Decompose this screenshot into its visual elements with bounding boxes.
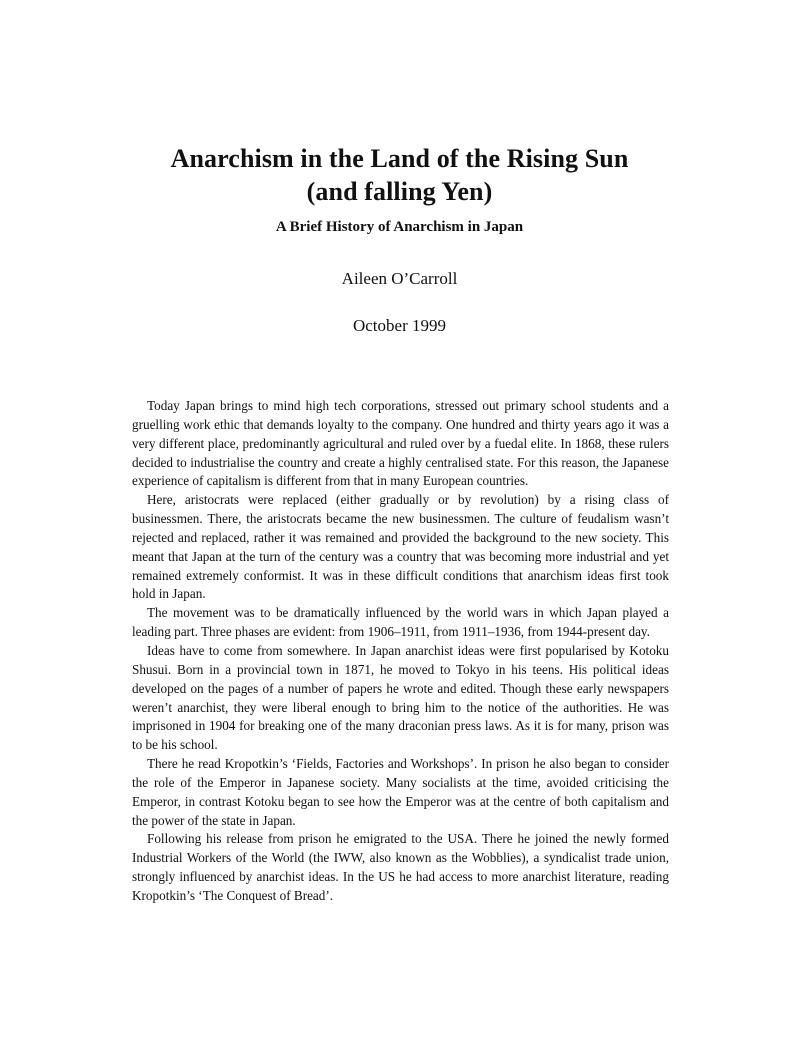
paragraph: Today Japan brings to mind high tech corporations, stressed out primary school students and a gruelling work ethic that demands loyalty to the company. One hundred and thirty years ago it was a very different place, predominantly agricultural and ruled over by a fuedal elite. In 1868, these rulers decided to industrialise the country and create a highly centralised state. For this reason, the Japanese experience of capitalism is different from that in many European countries.: [132, 398, 669, 489]
document-author: Aileen O’Carroll: [341, 269, 458, 288]
paragraph: Ideas have to come from somewhere. In Japan anarchist ideas were first popularised by Kotoku Shusui. Born in a provincial town in 1871, he moved to Tokyo in his teens. His political ideas developed on the pages of a number of papers he wrote and edited. Though these early newspapers weren’t anarchist, they were liberal enough to bring him to the notice of the authorities. He was imprisoned in 1904 for breaking one of the many draconian press laws. As it is for many, prison was to be his school.: [132, 642, 669, 753]
document-title: [100, 142, 699, 208]
title-line-2: (and falling Yen): [306, 177, 493, 206]
paragraph: There he read Kropotkin’s ‘Fields, Factories and Workshops’. In prison he also began to consider the role of the Emperor in Japanese society. Many socialists at the time, avoided criticising the Emperor, in contrast Kotoku began to see how the Emperor was at the centre of both capitalism and the power of the state in Japan.: [132, 756, 669, 828]
body-text: [132, 397, 669, 906]
document-date: October 1999: [352, 316, 446, 335]
title-line-1: Anarchism in the Land of the Rising Sun: [170, 144, 629, 173]
document-subtitle: A Brief History of Anarchism in Japan: [275, 219, 524, 235]
paragraph: The movement was to be dramatically influenced by the world wars in which Japan played a leading part. Three phases are evident: from 1906–1911, from 1911–1936, from 1944-present day.: [132, 605, 669, 640]
paragraph: Following his release from prison he emigrated to the USA. There he joined the newly formed Industrial Workers of the World (the IWW, also known as the Wobblies), a syndicalist trade union, strongly influenced by anarchist ideas. In the US he had access to more anarchist literature, reading Kropotkin’s ‘The Conquest of Bread’.: [132, 831, 669, 903]
paragraph: Here, aristocrats were replaced (either gradually or by revolution) by a rising class of businessmen. There, the aristocrats became the new businessmen. The culture of feudalism wasn’t rejected and replaced, rather it was remained and provided the background to the new society. This meant that Japan at the turn of the century was a country that was becoming more industrial and yet remained extremely conformist. It was in these difficult conditions that anarchism ideas first took hold in Japan.: [132, 492, 669, 602]
